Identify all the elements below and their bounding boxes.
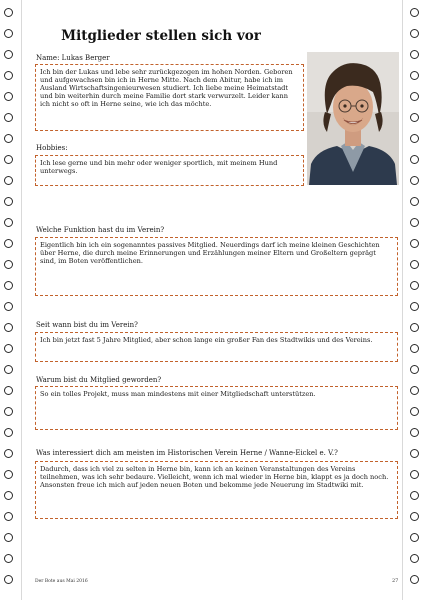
spiral-ring-icon: [4, 239, 13, 248]
spiral-ring-icon: [4, 449, 13, 458]
spiral-ring-icon: [4, 491, 13, 500]
since-box: [35, 332, 398, 362]
spiral-ring-icon: [4, 218, 13, 227]
why-text: So ein tolles Projekt, muss man mindestens mit einer Mitgliedschaft unterstützen.: [40, 390, 316, 398]
right-margin-rule: [402, 0, 403, 600]
spiral-ring-icon: [4, 428, 13, 437]
left-margin-rule: [21, 0, 22, 600]
interest-box: [35, 461, 398, 519]
spiral-ring-icon: [4, 323, 13, 332]
interest-label: Was interessiert dich am meisten im Historischen Verein Herne / Wanne-Eickel e. V.?: [36, 449, 338, 457]
spiral-ring-icon: [410, 134, 419, 143]
left-spiral-binding: [0, 0, 18, 600]
spiral-ring-icon: [410, 302, 419, 311]
hobbies-text: Ich lese gerne und bin mehr oder weniger sportlich, mit meinem Hund unterwegs.: [40, 159, 278, 175]
spiral-ring-icon: [4, 92, 13, 101]
intro-box: [35, 64, 304, 131]
spiral-ring-icon: [4, 281, 13, 290]
page-number: 27: [392, 578, 399, 584]
portrait-image: [307, 52, 399, 185]
spiral-ring-icon: [4, 134, 13, 143]
spiral-ring-icon: [4, 554, 13, 563]
spiral-ring-icon: [410, 533, 419, 542]
spiral-ring-icon: [4, 197, 13, 206]
spiral-ring-icon: [4, 575, 13, 584]
since-label: Seit wann bist du im Verein?: [36, 321, 138, 329]
member-portrait: [307, 52, 399, 185]
spiral-ring-icon: [410, 344, 419, 353]
why-box: [35, 386, 398, 430]
spiral-ring-icon: [410, 365, 419, 374]
spiral-ring-icon: [410, 575, 419, 584]
spiral-ring-icon: [4, 113, 13, 122]
hobbies-box: [35, 155, 304, 186]
hobbies-label: Hobbies:: [36, 144, 68, 152]
spiral-ring-icon: [410, 155, 419, 164]
spiral-ring-icon: [4, 8, 13, 17]
spiral-ring-icon: [4, 302, 13, 311]
spiral-ring-icon: [410, 92, 419, 101]
spiral-ring-icon: [410, 239, 419, 248]
spiral-ring-icon: [410, 512, 419, 521]
spiral-ring-icon: [4, 365, 13, 374]
spiral-ring-icon: [410, 8, 419, 17]
spiral-ring-icon: [4, 50, 13, 59]
spiral-ring-icon: [410, 386, 419, 395]
spiral-ring-icon: [410, 491, 419, 500]
spiral-ring-icon: [4, 260, 13, 269]
since-text: Ich bin jetzt fast 5 Jahre Mitglied, aber schon lange ein großer Fan des Stadtwikis und des Vereins.: [40, 336, 373, 344]
spiral-ring-icon: [410, 29, 419, 38]
spiral-ring-icon: [410, 50, 419, 59]
spiral-ring-icon: [410, 71, 419, 80]
function-box: [35, 237, 398, 296]
spiral-ring-icon: [4, 533, 13, 542]
spiral-ring-icon: [4, 29, 13, 38]
spiral-ring-icon: [410, 260, 419, 269]
spiral-ring-icon: [410, 428, 419, 437]
footer-issue: Der Bote aus Mai 2016: [35, 579, 88, 584]
spiral-ring-icon: [4, 176, 13, 185]
function-text: Eigentlich bin ich ein sogenanntes passives Mitglied. Neuerdings darf ich meine kleinen Geschichten über Herne, die durch meine Erinnerungen und Erzählungen meiner Eltern und Großeltern geprägt sind, im Boten veröffentlichen.: [40, 241, 380, 265]
spiral-ring-icon: [410, 176, 419, 185]
why-label: Warum bist du Mitglied geworden?: [36, 376, 162, 384]
right-spiral-binding: [406, 0, 424, 600]
spiral-ring-icon: [410, 281, 419, 290]
intro-text: Ich bin der Lukas und lebe sehr zurückgezogen im hohen Norden. Geboren und aufgewachsen bin ich in Herne Mitte. Nach dem Abitur, habe ich im Ausland Wirtschaftsingenieurwesen studiert. Ich liebe meine Heimatstadt und bin weiterhin durch meine Familie dort stark verwurzelt. Leider kann ich nicht so oft in Herne seine, wie ich das möchte.: [40, 68, 293, 108]
spiral-ring-icon: [4, 407, 13, 416]
spiral-ring-icon: [410, 407, 419, 416]
spiral-ring-icon: [4, 155, 13, 164]
page-title: Mitglieder stellen sich vor: [61, 28, 261, 44]
spiral-ring-icon: [4, 344, 13, 353]
spiral-ring-icon: [410, 449, 419, 458]
spiral-ring-icon: [410, 113, 419, 122]
spiral-ring-icon: [410, 554, 419, 563]
function-label: Welche Funktion hast du im Verein?: [36, 226, 165, 234]
spiral-ring-icon: [4, 512, 13, 521]
spiral-ring-icon: [4, 71, 13, 80]
name-label: Name: Lukas Berger: [36, 54, 110, 62]
spiral-ring-icon: [410, 218, 419, 227]
spiral-ring-icon: [4, 470, 13, 479]
spiral-ring-icon: [410, 470, 419, 479]
spiral-ring-icon: [410, 323, 419, 332]
spiral-ring-icon: [4, 386, 13, 395]
spiral-ring-icon: [410, 197, 419, 206]
interest-text: Dadurch, dass ich viel zu selten in Herne bin, kann ich an keinen Veranstaltungen des Vereins teilnehmen, was ich sehr bedaure. Vielleicht, wenn ich mal wieder in Herne bin, klappt es ja doch noch. Ansonsten freue ich mich auf jeden neuen Boten und bekomme jede Neuerung im Stadtwiki mit.: [40, 465, 389, 489]
